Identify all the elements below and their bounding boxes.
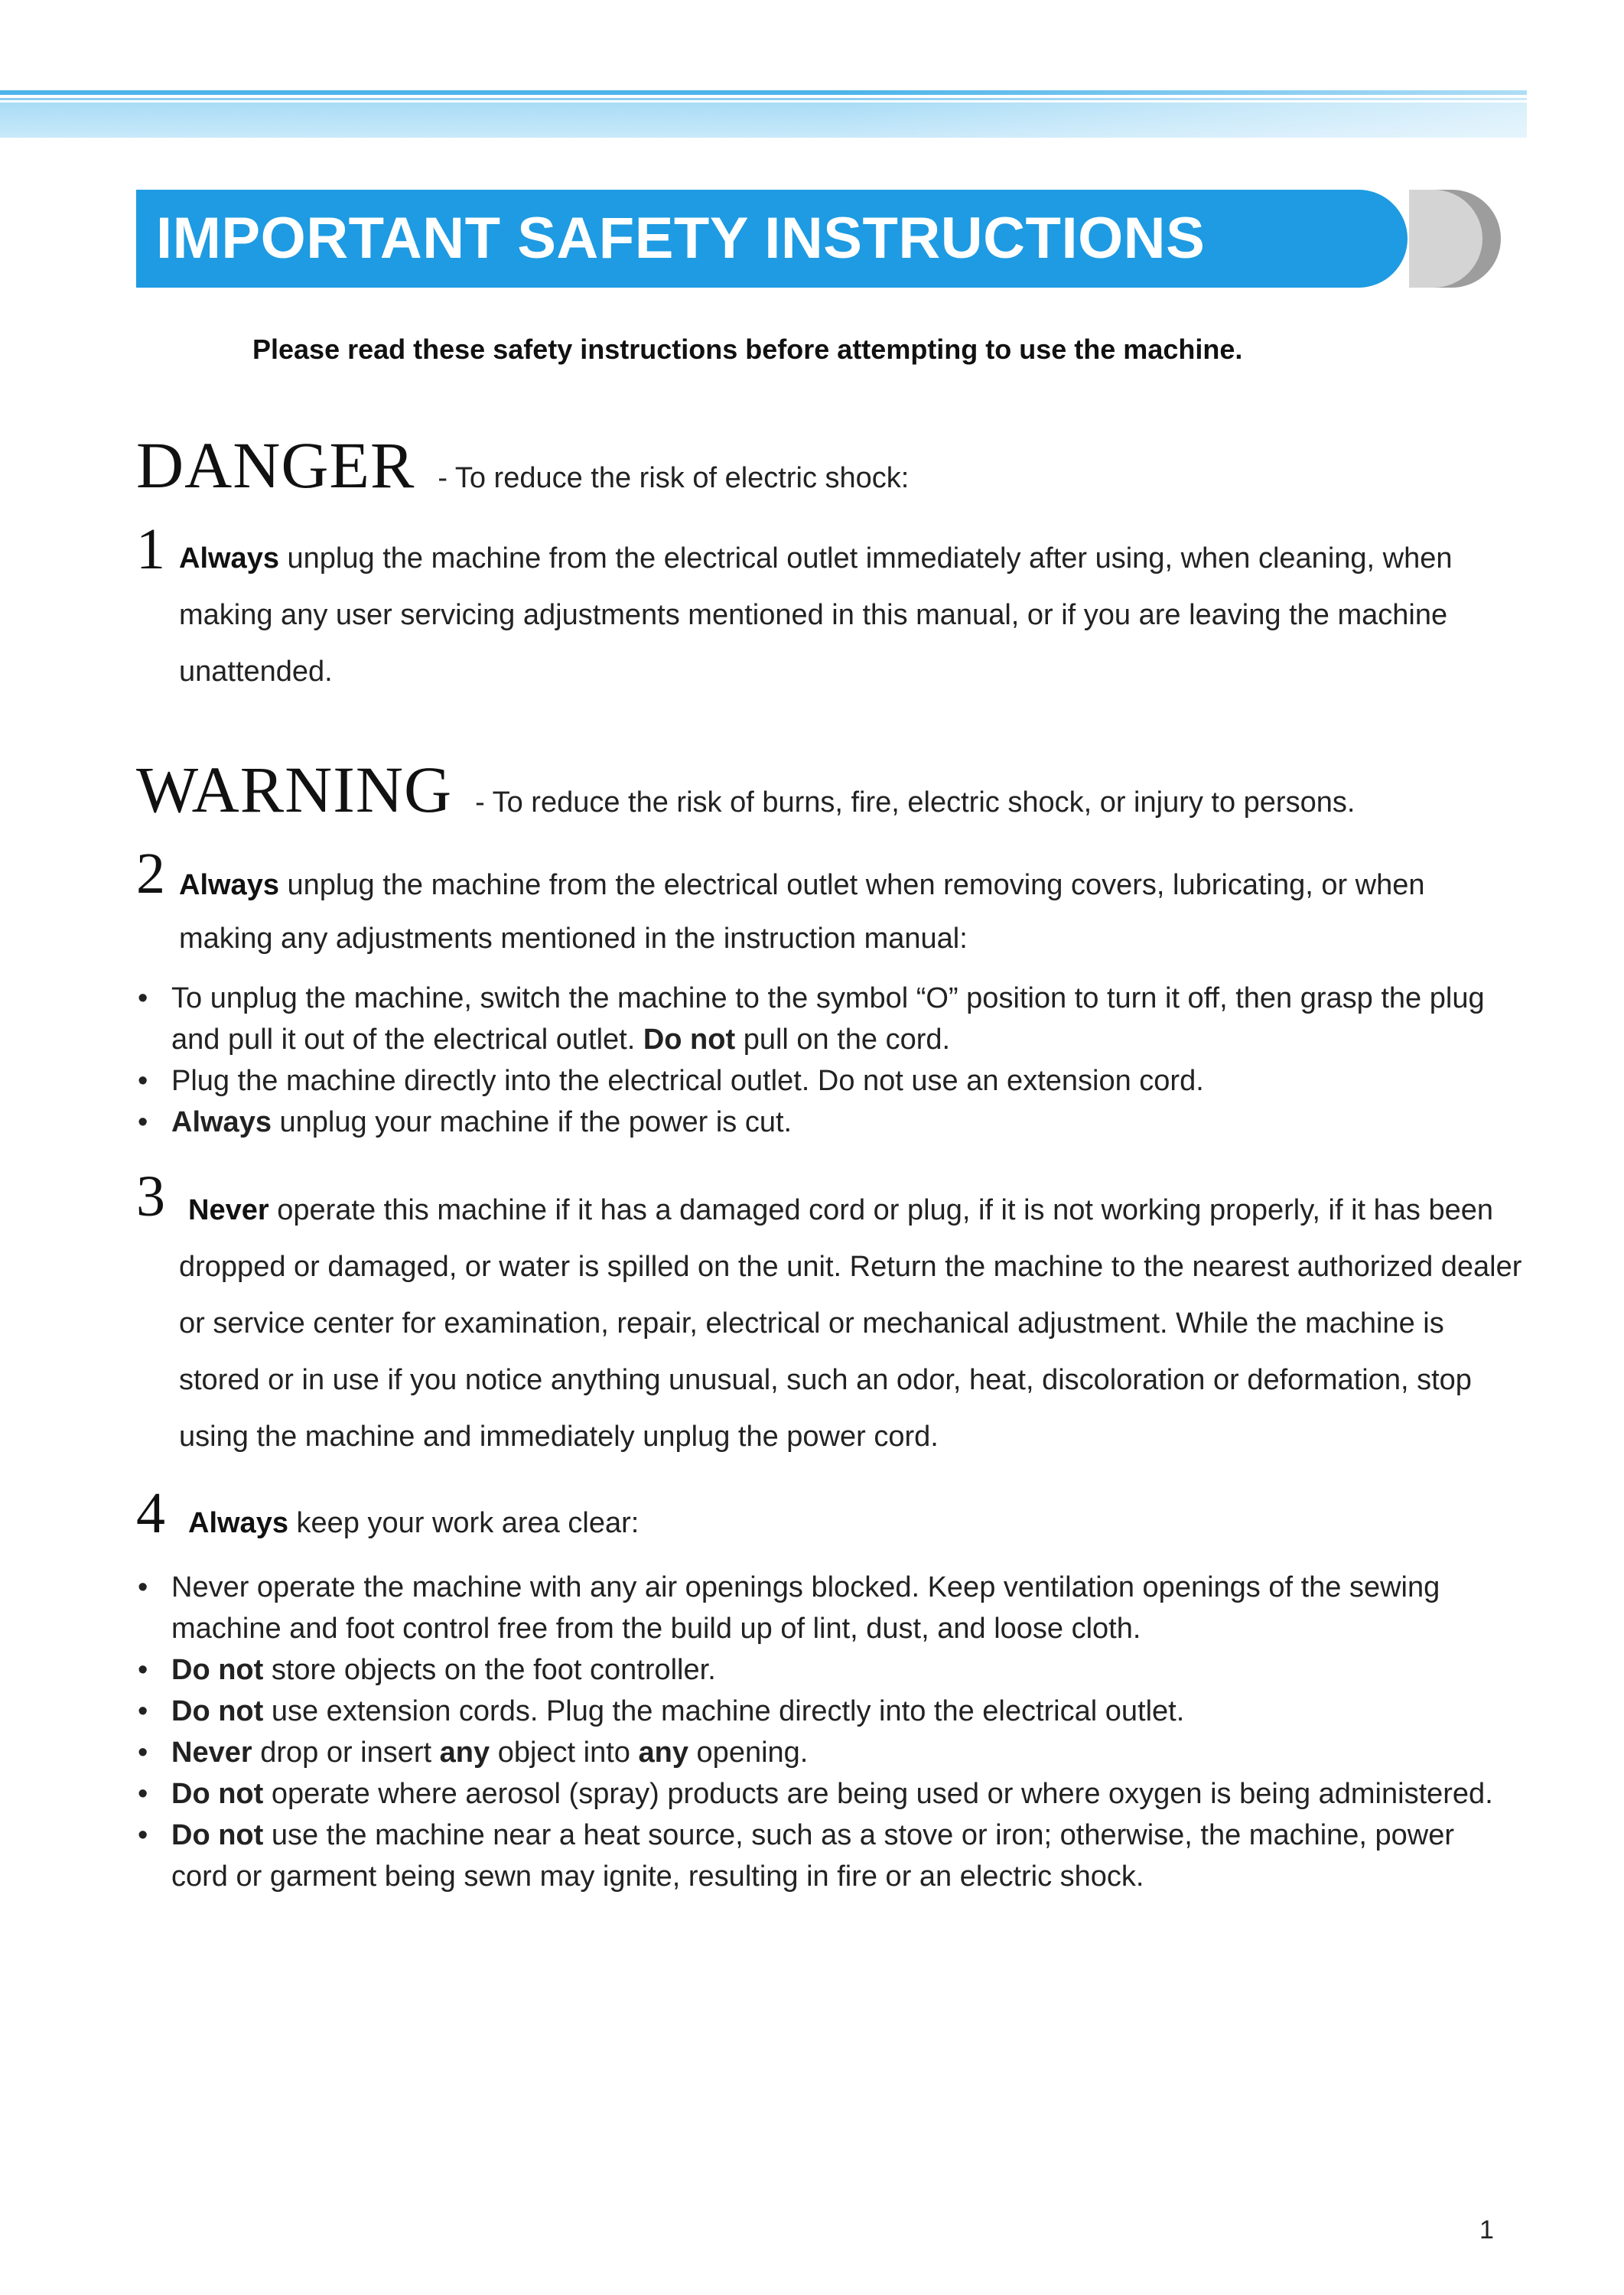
header-stripe-fade bbox=[0, 90, 1527, 138]
item-2-bullet-list bbox=[135, 978, 1512, 1143]
item-4-bullet-list bbox=[135, 1567, 1512, 1897]
danger-label: DANGER bbox=[136, 428, 415, 502]
item-4-bold: Always bbox=[188, 1507, 288, 1539]
item-number-3: 3 bbox=[136, 1164, 165, 1229]
item-1-bold: Always bbox=[179, 542, 279, 575]
item-2-body: unplug the machine from the electrical outlet when removing covers, lubricating, or when making any adjustments mentioned in the instruction manual: bbox=[179, 869, 1425, 955]
item-4-body: keep your work area clear: bbox=[296, 1507, 640, 1539]
list-item: • Do not use the machine near a heat source, such as a stove or iron; otherwise, the machine, power cord or garment being sewn may ignite, resulting in fire or an electric shock. bbox=[135, 1815, 1512, 1897]
page-title: IMPORTANT SAFETY INSTRUCTIONS bbox=[156, 206, 1206, 271]
item-2-bold: Always bbox=[179, 869, 279, 901]
intro-text: Please read these safety instructions before attempting to use the machine. bbox=[252, 334, 1243, 365]
list-item: • Do not use extension cords. Plug the machine directly into the electrical outlet. bbox=[135, 1691, 1512, 1732]
item-1-text bbox=[179, 530, 1525, 700]
item-number-1: 1 bbox=[136, 517, 165, 581]
item-3-text bbox=[179, 1182, 1525, 1465]
item-number-2: 2 bbox=[136, 842, 165, 906]
list-item: • Plug the machine directly into the electrical outlet. Do not use an extension cord. bbox=[135, 1060, 1512, 1102]
page-number: 1 bbox=[1479, 2215, 1494, 2245]
item-3-bold: Never bbox=[188, 1194, 269, 1226]
warning-subtitle: - To reduce the risk of burns, fire, electric shock, or injury to persons. bbox=[475, 786, 1356, 819]
item-4-text bbox=[179, 1495, 1525, 1551]
list-item: • Never drop or insert any object into any opening. bbox=[135, 1732, 1512, 1773]
item-1-body: unplug the machine from the electrical outlet immediately after using, when cleaning, when making any user servicing adjustments mentioned in this manual, or if you are leaving the machine unattended. bbox=[179, 542, 1453, 688]
danger-subtitle: - To reduce the risk of electric shock: bbox=[438, 462, 910, 494]
title-banner bbox=[136, 190, 1408, 288]
list-item: • Do not store objects on the foot controller. bbox=[135, 1649, 1512, 1691]
list-item: • Always unplug your machine if the power is cut. bbox=[135, 1102, 1512, 1143]
item-3-body: operate this machine if it has a damaged cord or plug, if it is not working properly, if it has been dropped or damaged, or water is spilled on the unit. Return the machine to the nearest authorized dealer or service center for examination, repair, electrical or mechanical adjustment. While the machine is stored or in use if you notice anything unusual, such an odor, heat, discoloration or deformation, stop using the machine and immediately unplug the power cord. bbox=[179, 1194, 1522, 1453]
warning-label: WARNING bbox=[136, 753, 453, 826]
list-item: • Do not operate where aerosol (spray) products are being used or where oxygen is being administered. bbox=[135, 1773, 1512, 1815]
list-item: • Never operate the machine with any air openings blocked. Keep ventilation openings of the sewing machine and foot control free from the build up of lint, dust, and loose cloth. bbox=[135, 1567, 1512, 1649]
list-item: • To unplug the machine, switch the machine to the symbol “O” position to turn it off, then grasp the plug and pull it out of the electrical outlet. Do not pull on the cord. bbox=[135, 978, 1512, 1060]
item-2-text bbox=[179, 858, 1525, 965]
warning-heading bbox=[136, 751, 1355, 828]
item-number-4: 4 bbox=[136, 1481, 165, 1545]
danger-heading bbox=[136, 427, 909, 503]
